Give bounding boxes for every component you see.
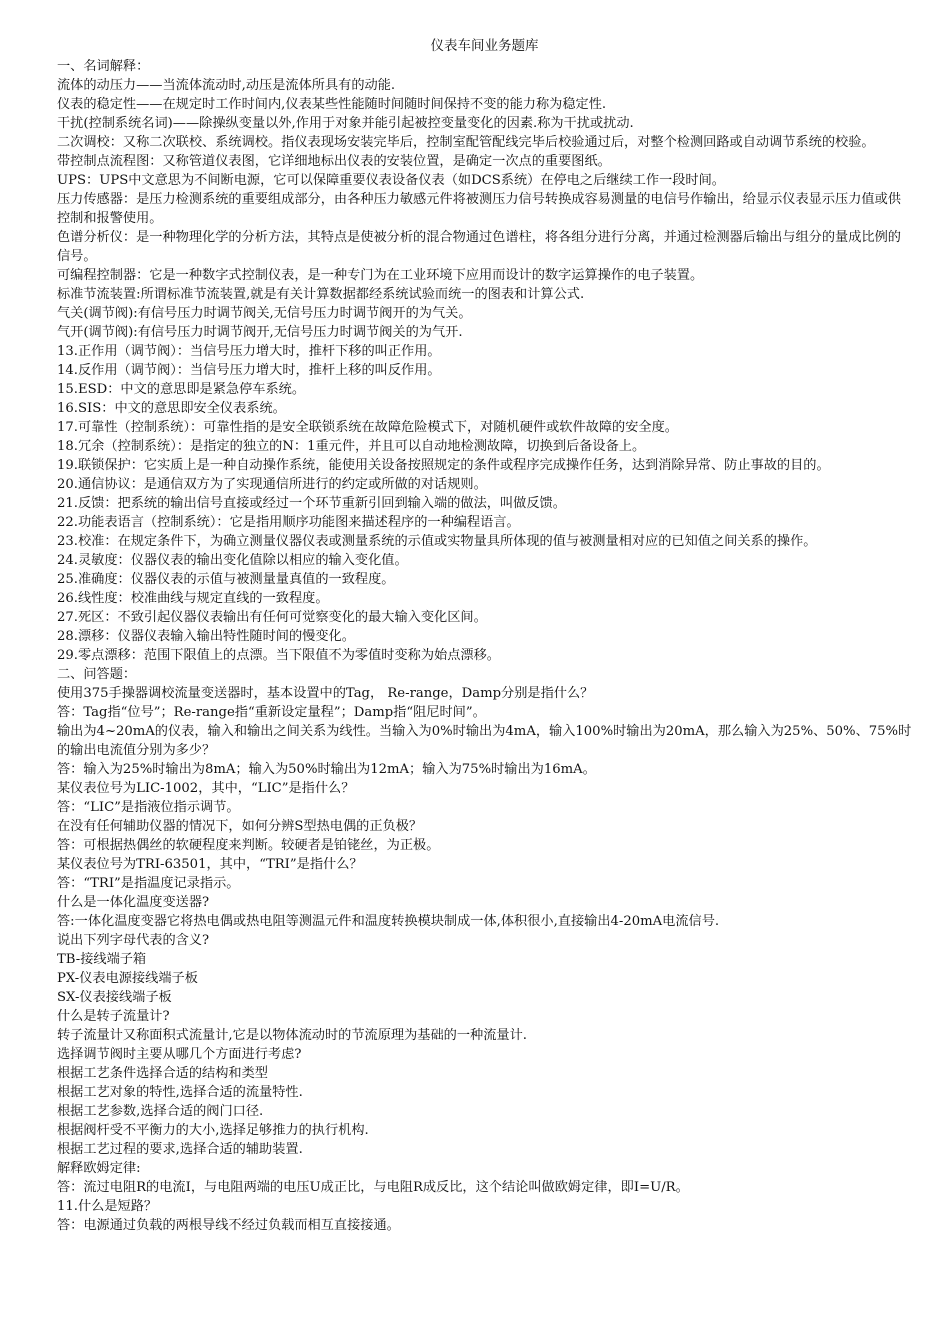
section-2-body — [57, 684, 912, 1235]
term-definition-line: 16.SIS：中文的意思即安全仪表系统。 — [57, 401, 286, 416]
qa-line: 答：流过电阻R的电流I，与电阻两端的电压U成正比，与电阻R成反比，这个结论叫做欧姆定律，即I=U/R。 — [57, 1180, 689, 1195]
qa-line: 什么是一体化温度变送器? — [57, 895, 210, 910]
qa-line: 解释欧姆定律: — [57, 1161, 141, 1176]
qa-line: 根据阀杆受不平衡力的大小,选择足够推力的执行机构. — [57, 1123, 369, 1138]
term-definition-line: 二次调校：又称二次联校、系统调校。指仪表现场安装完毕后，控制室配管配线完毕后校验通过后，对整个检测回路或自动调节系统的校验。 — [57, 135, 875, 150]
section-1-heading: 一、名词解释： — [57, 59, 150, 74]
qa-line: TB-接线端子箱 — [57, 952, 147, 967]
qa-line: 答：“LIC”是指液位指示调节。 — [57, 800, 240, 815]
qa-line: 答：“TRI”是指温度记录指示。 — [57, 876, 240, 891]
qa-line: 根据工艺条件选择合适的结构和类型 — [57, 1066, 268, 1081]
term-definition-line: 28.漂移：仪器仪表输入输出特性随时间的慢变化。 — [57, 629, 355, 644]
qa-line: 说出下列字母代表的含义? — [57, 933, 210, 948]
term-definition-line: 20.通信协议：是通信双方为了实现通信所进行的约定或所做的对话规则。 — [57, 477, 487, 492]
section-2-heading: 二、问答题： — [57, 667, 137, 682]
qa-line: 答:一体化温度变器它将热电偶或热电阻等测温元件和温度转换模块制成一体,体积很小,直接输出4-20mA电流信号. — [57, 914, 720, 929]
term-definition-line: 23.校准：在规定条件下，为确立测量仪器仪表或测量系统的示值或实物量具所体现的值与被测量相对应的已知值之间关系的操作。 — [57, 534, 817, 549]
term-definition-line: 13.正作用（调节阀）：当信号压力增大时，推杆下移的叫正作用。 — [57, 344, 441, 359]
qa-line: SX-仪表接线端子板 — [57, 990, 172, 1005]
term-definition-line: 仪表的稳定性——在规定时工作时间内,仪表某些性能随时间随时间保持不变的能力称为稳定性. — [57, 97, 607, 112]
document-title: 仪表车间业务题库 — [430, 38, 539, 54]
term-definition-line: 气开(调节阀):有信号压力时调节阀开,无信号压力时调节阀关的为气开. — [57, 325, 463, 340]
term-definition-line: 18.冗余（控制系统）：是指定的独立的N：1重元件，并且可以自动地检测故障，切换到后备设备上。 — [57, 439, 646, 454]
term-definition-line: 21.反馈：把系统的输出信号直接或经过一个环节重新引回到输入端的做法，叫做反馈。 — [57, 496, 566, 511]
term-definition-line: 干扰(控制系统名词)——除操纵变量以外,作用于对象并能引起被控变量变化的因素.称为干扰或扰动. — [57, 116, 634, 131]
qa-line: 答：电源通过负载的两根导线不经过负载而相互直接接通。 — [57, 1218, 400, 1233]
term-definition-line: 标准节流装置:所谓标准节流装置,就是有关计算数据都经系统试验而统一的图表和计算公式. — [57, 287, 585, 302]
qa-line: 根据工艺过程的要求,选择合适的辅助装置. — [57, 1142, 303, 1157]
term-definition-line: 气关(调节阀):有信号压力时调节阀关,无信号压力时调节阀开的为气关。 — [57, 306, 472, 321]
qa-line: 转子流量计又称面积式流量计,它是以物体流动时的节流原理为基础的一种流量计. — [57, 1028, 527, 1043]
qa-line: 答：Tag指“位号”；Re-range指“重新设定量程”；Damp指“阻尼时间”。 — [57, 705, 486, 720]
section-1-body — [57, 76, 912, 665]
qa-line: 根据工艺对象的特性,选择合适的流量特性. — [57, 1085, 303, 1100]
term-definition-line: 流体的动压力——当流体流动时,动压是流体所具有的动能. — [57, 78, 396, 93]
qa-line: PX-仪表电源接线端子板 — [57, 971, 198, 986]
qa-line: 11.什么是短路？ — [57, 1199, 158, 1214]
term-definition-line: 22.功能表语言（控制系统）：它是指用顺序功能图来描述程序的一种编程语言。 — [57, 515, 520, 530]
term-definition-line: 24.灵敏度：仪器仪表的输出变化值除以相应的输入变化值。 — [57, 553, 408, 568]
qa-line: 选择调节阀时主要从哪几个方面进行考虑? — [57, 1047, 302, 1062]
term-definition-line: 17.可靠性（控制系统）：可靠性指的是安全联锁系统在故障危险模式下，对随机硬件或软件故障的安全度。 — [57, 420, 678, 435]
qa-line: 使用375手操器调校流量变送器时，基本设置中的Tag， Re-range，Damp分别是指什么？ — [57, 686, 594, 701]
term-definition-line: 15.ESD：中文的意思即是紧急停车系统。 — [57, 382, 306, 397]
qa-line: 在没有任何辅助仪器的情况下，如何分辨S型热电偶的正负极？ — [57, 819, 423, 834]
qa-line: 根据工艺参数,选择合适的阀门口径. — [57, 1104, 264, 1119]
qa-line: 答：输入为25%时输出为8mA；输入为50%时输出为12mA；输入为75%时输出为16mA。 — [57, 762, 596, 777]
term-definition-line: 压力传感器：是压力检测系统的重要组成部分，由各种压力敏感元件将被测压力信号转换成容易测量的电信号作输出，给显示仪表显示压力值或供控制和报警使用。 — [57, 192, 901, 226]
term-definition-line: 27.死区：不致引起仪器仪表输出有任何可觉察变化的最大输入变化区间。 — [57, 610, 487, 625]
term-definition-line: 可编程控制器：它是一种数字式控制仪表，是一种专门为在工业环境下应用而设计的数字运算操作的电子装置。 — [57, 268, 704, 283]
term-definition-line: 14.反作用（调节阀）：当信号压力增大时，推杆上移的叫反作用。 — [57, 363, 441, 378]
qa-line: 某仪表位号为LIC-1002，其中，“LIC”是指什么？ — [57, 781, 355, 796]
term-definition-line: 26.线性度：校准曲线与规定直线的一致程度。 — [57, 591, 329, 606]
qa-line: 什么是转子流量计? — [57, 1009, 170, 1024]
term-definition-line: 19.联锁保护：它实质上是一种自动操作系统，能使用关设备按照规定的条件或程序完成操作任务，达到消除异常、防止事故的目的。 — [57, 458, 830, 473]
term-definition-line: 带控制点流程图：又称管道仪表图，它详细地标出仪表的安装位置，是确定一次点的重要图纸。 — [57, 154, 611, 169]
qa-line: 输出为4~20mA的仪表，输入和输出之间关系为线性。当输入为0%时输出为4mA，输入100%时输出为20mA，那么输入为25%、50%、75%时的输出电流值分别为多少？ — [57, 724, 912, 758]
term-definition-line: UPS：UPS中文意思为不间断电源，它可以保障重要仪表设备仪表（如DCS系统）在停电之后继续工作一段时间。 — [57, 173, 725, 188]
qa-line: 某仪表位号为TRI-63501，其中，“TRI”是指什么？ — [57, 857, 363, 872]
term-definition-line: 色谱分析仪：是一种物理化学的分析方法，其特点是使被分析的混合物通过色谱柱，将各组分进行分离，并通过检测器后输出与组分的量成比例的信号。 — [57, 230, 901, 264]
qa-line: 答：可根据热偶丝的软硬程度来判断。较硬者是铂铑丝，为正极。 — [57, 838, 440, 853]
term-definition-line: 29.零点漂移：范围下限值上的点漂。当下限值不为零值时变称为始点漂移。 — [57, 648, 500, 663]
term-definition-line: 25.准确度：仪器仪表的示值与被测量量真值的一致程度。 — [57, 572, 395, 587]
